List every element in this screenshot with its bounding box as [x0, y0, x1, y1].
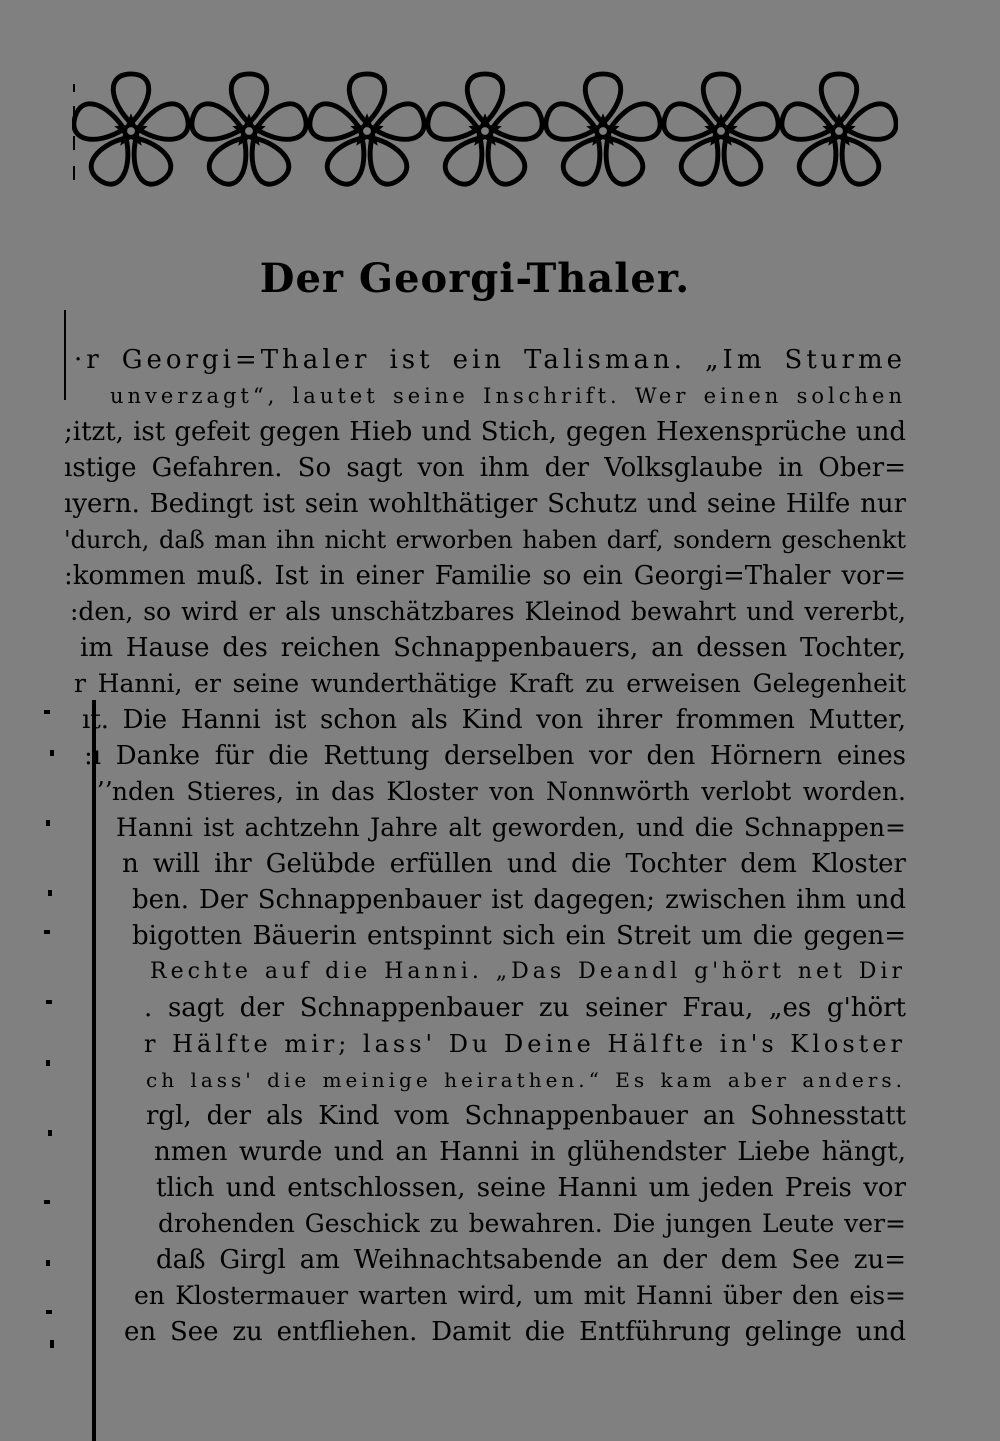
- text-line: 'durch, daß man ihn nicht erworben haben darf, sondern geschenkt: [64, 526, 906, 554]
- text-line: nmen wurde und an Hanni in glühendster Liebe hängt,: [154, 1137, 906, 1167]
- text-line: ch lass' die meinige heirathen.“ Es kam aber anders.: [146, 1068, 906, 1092]
- margin-marks-decoration: [40, 700, 60, 1360]
- text-line: Hanni ist achtzehn Jahre alt geworden, und die Schnappen=: [116, 813, 906, 842]
- text-line: ·r Georgi=Thaler ist ein Talisman. „Im Sturme: [74, 345, 906, 375]
- text-line: ;itzt, ist gefeit gegen Hieb und Stich, gegen Hexensprüche und: [64, 417, 906, 447]
- text-line: en See zu entfliehen. Damit die Entführung gelinge und: [124, 1317, 906, 1347]
- text-line: tlich und entschlossen, seine Hanni um jeden Preis vor: [156, 1173, 906, 1203]
- text-line: unverzagt“, lautet seine Inschrift. Wer einen solchen: [110, 384, 906, 408]
- text-line: r Hälfte mir; lass' Du Deine Hälfte in's Kloster: [144, 1030, 906, 1058]
- text-line: bigotten Bäuerin entspinnt sich ein Streit um die gegen=: [132, 921, 906, 951]
- text-line: . sagt der Schnappenbauer zu seiner Frau, „es g'hört: [144, 993, 906, 1023]
- text-line: ıstige Gefahren. So sagt von ihm der Volksglaube in Ober=: [64, 453, 906, 483]
- text-line: ıt. Die Hanni ist schon als Kind von ihrer frommen Mutter,: [82, 705, 906, 735]
- text-line: :den, so wird er als unschätzbares Kleinod bewahrt und vererbt,: [70, 597, 906, 626]
- column-rule-top: [64, 310, 66, 400]
- text-line: drohenden Geschick zu bewahren. Die jungen Leute ver=: [158, 1209, 906, 1238]
- text-line: :ı Danke für die Rettung derselben vor den Hörnern eines: [84, 741, 906, 771]
- text-line: ben. Der Schnappenbauer ist dagegen; zwischen ihm und: [132, 885, 906, 915]
- flower-ornament-icon: [308, 70, 426, 192]
- text-line: daß Girgl am Weihnachtsabende an der dem See zu=: [156, 1245, 906, 1275]
- text-line: :kommen muß. Ist in einer Familie so ein Georgi=Thaler vor=: [64, 561, 906, 591]
- flower-ornament-icon: [662, 70, 780, 192]
- text-line: ıyern. Bedingt ist sein wohlthätiger Schutz und seine Hilfe nur: [64, 489, 906, 519]
- article-title: Der Georgi-Thaler.: [259, 255, 691, 302]
- text-line: en Klostermauer warten wird, um mit Hanni über den eis=: [134, 1281, 906, 1310]
- flower-ornament-icon: [780, 70, 898, 192]
- text-line: Rechte auf die Hanni. „Das Deandl g'hört net Dir: [150, 959, 906, 984]
- text-line: n will ihr Gelübde erfüllen und die Tochter dem Kloster: [122, 849, 906, 879]
- text-line: im Hause des reichen Schnappenbauers, an dessen Tochter,: [80, 633, 906, 663]
- flower-ornament-icon: [426, 70, 544, 192]
- flower-ornament-icon: [544, 70, 662, 192]
- ornament-row: [72, 70, 912, 192]
- text-line: rgl, der als Kind vom Schnappenbauer an Sohnesstatt: [146, 1101, 906, 1131]
- edge-dashes-decoration: [68, 80, 80, 190]
- column-rule: [92, 700, 96, 1441]
- text-line: ʼʼnden Stieres, in das Kloster von Nonnwörth verlobt worden.: [96, 777, 906, 806]
- flower-ornament-icon: [190, 70, 308, 192]
- text-line: r Hanni, er seine wunderthätige Kraft zu erweisen Gelegenheit: [74, 669, 906, 698]
- flower-ornament-icon: [72, 70, 190, 192]
